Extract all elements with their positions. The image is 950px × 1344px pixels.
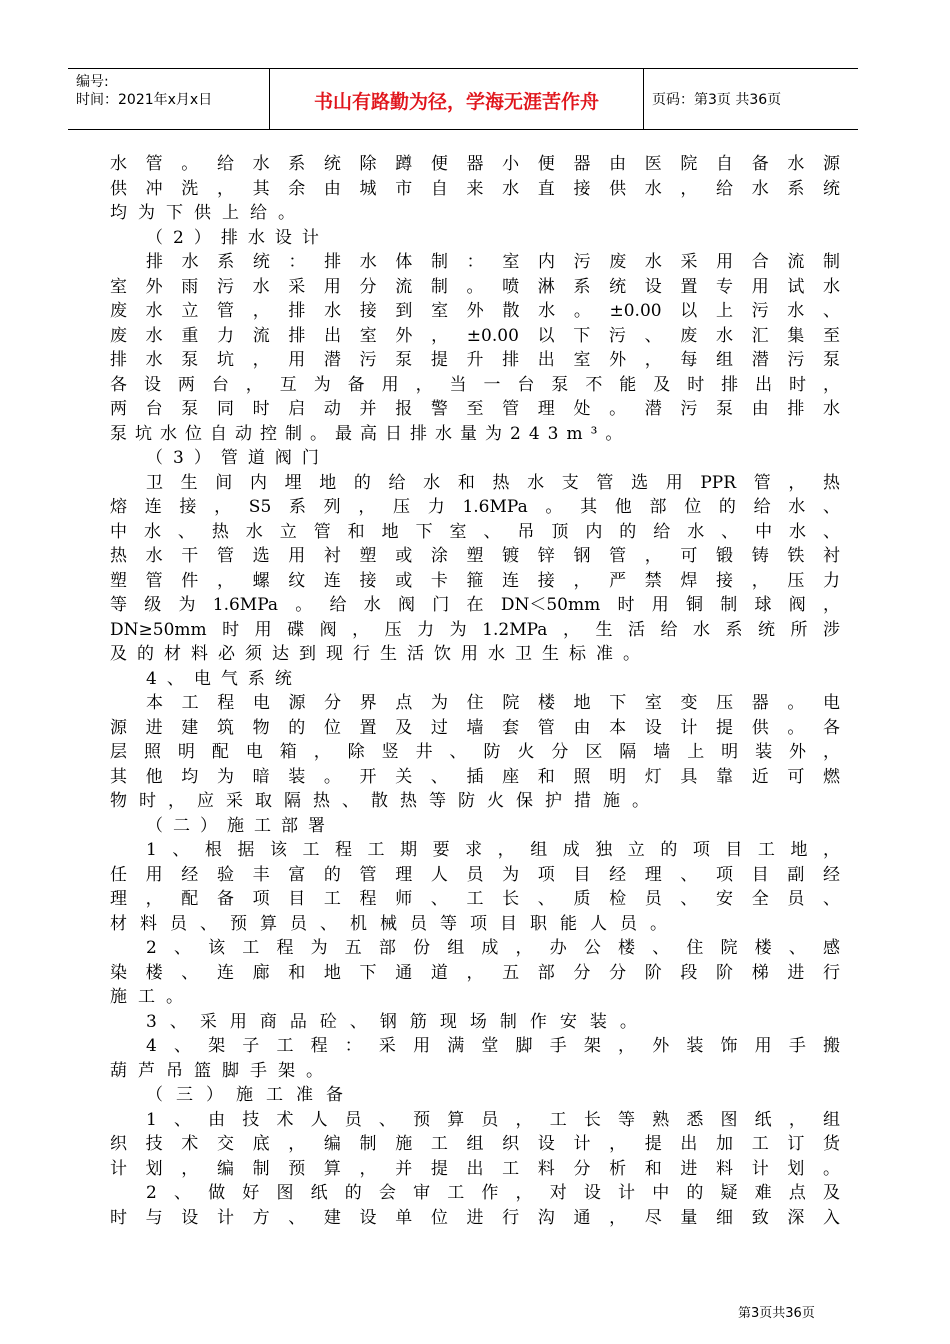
header-meta-cell bbox=[68, 69, 270, 129]
body-line: 熔连接，S5系列，压力1.6MPa。其他部位的给水、 bbox=[110, 497, 840, 517]
section-heading: （三）施工准备 bbox=[146, 1085, 356, 1105]
body-line: 泵坑水位自动控制。最高日排水量为243m³。 bbox=[110, 423, 631, 444]
header-motto: 书山有路勤为径，学海无涯苦作舟 bbox=[313, 91, 599, 113]
body-line: 任用经验丰富的管理人员为项目经理、项目副经 bbox=[110, 864, 840, 885]
body-line: 1、由技术人员、预算员，工长等熟悉图纸，组 bbox=[146, 1109, 840, 1130]
body-line: 时与设计方、建设单位进行沟通，尽量细致深入 bbox=[110, 1207, 840, 1228]
body-line: 两台泵同时启动并报警至管理处。潜污泵由排水 bbox=[110, 399, 840, 419]
section-heading: 4、电气系统 bbox=[146, 668, 302, 689]
body-line: 卫生间内埋地的给水和热水支管选用PPR管，热 bbox=[146, 472, 840, 493]
body-line: 2、做好图纸的会审工作，对设计中的疑难点及 bbox=[146, 1183, 840, 1203]
body-line: 材料员、预算员、机械员等项目职能人员。 bbox=[110, 913, 680, 934]
body-line: 各设两台，互为备用，当一台泵不能及时排出时， bbox=[110, 374, 840, 395]
body-line: 废水重力流排出室外，±0.00以下污、废水汇集至 bbox=[110, 325, 840, 346]
body-line: 供冲洗，其余由城市自来水直接供水，给水系统 bbox=[110, 178, 840, 199]
body-line: 染楼、连廊和地下通道，五部分分阶段阶梯进行 bbox=[110, 962, 840, 983]
body-line: 1、根据该工程工期要求，组成独立的项目工地， bbox=[146, 840, 840, 860]
body-line: 本工程电源分界点为住院楼地下室变压器。电 bbox=[146, 693, 840, 713]
body-line: 其他均为暗装。开关、插座和照明灯具靠近可燃 bbox=[110, 766, 840, 787]
body-line: 4、架子工程：采用满堂脚手架，外装饰用手搬 bbox=[146, 1036, 840, 1056]
body-line: 物时，应采取隔热、散热等防火保护措施。 bbox=[110, 791, 661, 811]
body-line: 3、采用商品砼、钢筋现场制作安装。 bbox=[146, 1011, 650, 1032]
body-line: 施工。 bbox=[110, 987, 194, 1007]
body-line: 2、该工程为五部份组成，办公楼、住院楼、感 bbox=[146, 938, 840, 958]
body-line: DN≥50mm时用碟阀，压力为1.2MPa，生活给水系统所涉 bbox=[110, 619, 840, 640]
section-heading: （3）管道阀门 bbox=[146, 448, 329, 468]
body-line: 废水立管，排水接到室外散水。±0.00以上污水、 bbox=[110, 301, 840, 321]
document-body bbox=[110, 152, 840, 1230]
body-line: 排水系统：排水体制：室内污废水采用合流制 bbox=[146, 252, 840, 272]
section-heading: （二）施工部署 bbox=[146, 815, 335, 836]
header-page-cell bbox=[644, 69, 858, 129]
document-time-label: 时间：2021年x月x日 bbox=[76, 92, 213, 108]
body-line: 塑管件，螺纹连接或卡箍连接，严禁焊接，压力 bbox=[110, 570, 840, 591]
body-line: 及的材料必须达到现行生活饮用水卫生标准。 bbox=[110, 644, 650, 664]
footer-page-number: 第3页共36页 bbox=[738, 1306, 815, 1321]
section-heading: （2）排水设计 bbox=[146, 227, 329, 248]
body-line: 中水、热水立管和地下室、吊顶内的给水、中水、 bbox=[110, 521, 840, 542]
document-code-label: 编号: bbox=[76, 74, 109, 90]
body-line: 葫芦吊篮脚手架。 bbox=[110, 1060, 334, 1081]
body-line: 均为下供上给。 bbox=[110, 203, 306, 223]
header-motto-cell bbox=[270, 69, 644, 129]
body-line: 理，配备项目工程师、工长、质检员、安全员、 bbox=[110, 889, 840, 909]
body-line: 源进建筑物的位置及过墙套管由本设计提供。各 bbox=[110, 717, 840, 738]
body-line: 计划，编制预算，并提出工料分析和进料计划。 bbox=[110, 1158, 840, 1179]
body-line: 织技术交底，编制施工组织设计，提出加工订货 bbox=[110, 1134, 840, 1154]
body-line: 热水干管选用衬塑或涂塑镀锌钢管，可锻铸铁衬 bbox=[110, 546, 840, 566]
header-page-number: 页码：第3页 共36页 bbox=[652, 92, 782, 108]
body-line: 室外雨污水采用分流制。喷淋系统设置专用试水 bbox=[110, 276, 840, 297]
body-line: 层照明配电箱，除竖井、防火分区隔墙上明装外， bbox=[110, 742, 840, 762]
body-line: 水管。给水系统除蹲便器小便器由医院自备水源 bbox=[110, 154, 840, 174]
body-line: 排水泵坑，用潜污泵提升排出室外，每组潜污泵 bbox=[110, 350, 840, 370]
page-header bbox=[68, 68, 858, 130]
body-line: 等级为1.6MPa。给水阀门在DN＜50mm时用铜制球阀， bbox=[110, 595, 840, 615]
